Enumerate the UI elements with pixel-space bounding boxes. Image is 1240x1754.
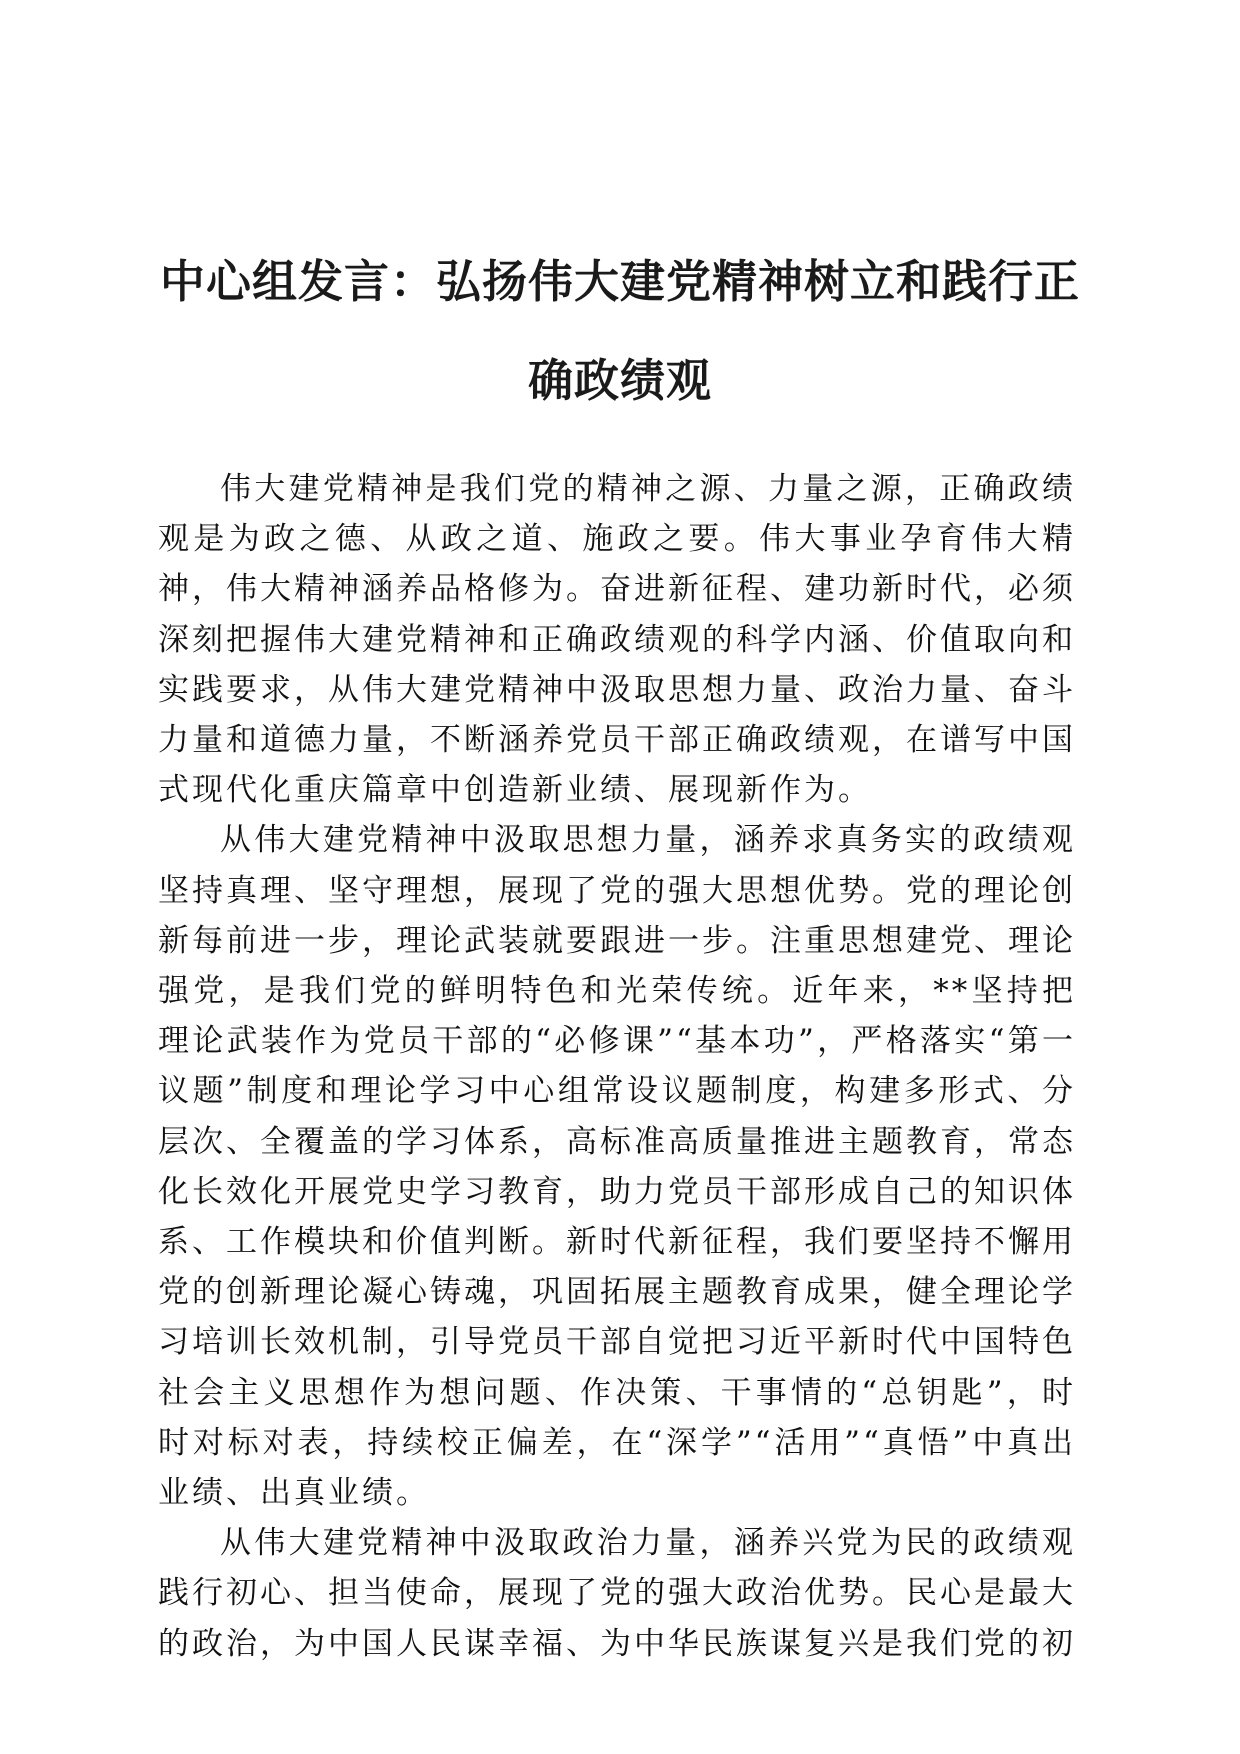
title-line-2: 确政绩观 [527,354,712,407]
paragraph-3: 从伟大建党精神中汲取政治力量，涵养兴党为民的政绩观践行初心、担当使命，展现了党的强大政治优势。民心是最大的政治，为中国人民谋幸福、为中华民族谋复兴是我们党的初 [158,1525,1076,1662]
title-line-1: 中心组发言：弘扬伟大建党精神树立和践行正 [159,255,1080,308]
paragraph-2: 从伟大建党精神中汲取思想力量，涵养求真务实的政绩观坚持真理、坚守理想，展现了党的强大思想优势。党的理论创新每前进一步，理论武装就要跟进一步。注重思想建党、理论强党，是我们党的鲜明特色和光荣传统。近年来，**坚持把理论武装作为党员干部的“必修课”“基本功”，严格落实“第一议题”制度和理论学习中心组常设议题制度，构建多形式、分层次、全覆盖的学习体系，高标准高质量推进主题教育，常态化长效化开展党史学习教育，助力党员干部形成自己的知识体系、工作模块和价值判断。新时代新征程，我们要坚持不懈用党的创新理论凝心铸魂，巩固拓展主题教育成果，健全理论学习培训长效机制，引导党员干部自觉把习近平新时代中国特色社会主义思想作为想问题、作决策、干事情的“总钥匙”，时时对标对表，持续校正偏差，在“深学”“活用”“真悟”中真出业绩、出真业绩。 [158,822,1076,1512]
paragraph-1: 伟大建党精神是我们党的精神之源、力量之源，正确政绩观是为政之德、从政之道、施政之要。伟大事业孕育伟大精神，伟大精神涵养品格修为。奋进新征程、建功新时代，必须深刻把握伟大建党精神和正确政绩观的科学内涵、价值取向和实践要求，从伟大建党精神中汲取思想力量、政治力量、奋斗力量和道德力量，不断涵养党员干部正确政绩观，在谱写中国式现代化重庆篇章中创造新业绩、展现新作为。 [158,471,1076,809]
document-body [158,464,1076,1669]
document-title [140,232,1100,430]
